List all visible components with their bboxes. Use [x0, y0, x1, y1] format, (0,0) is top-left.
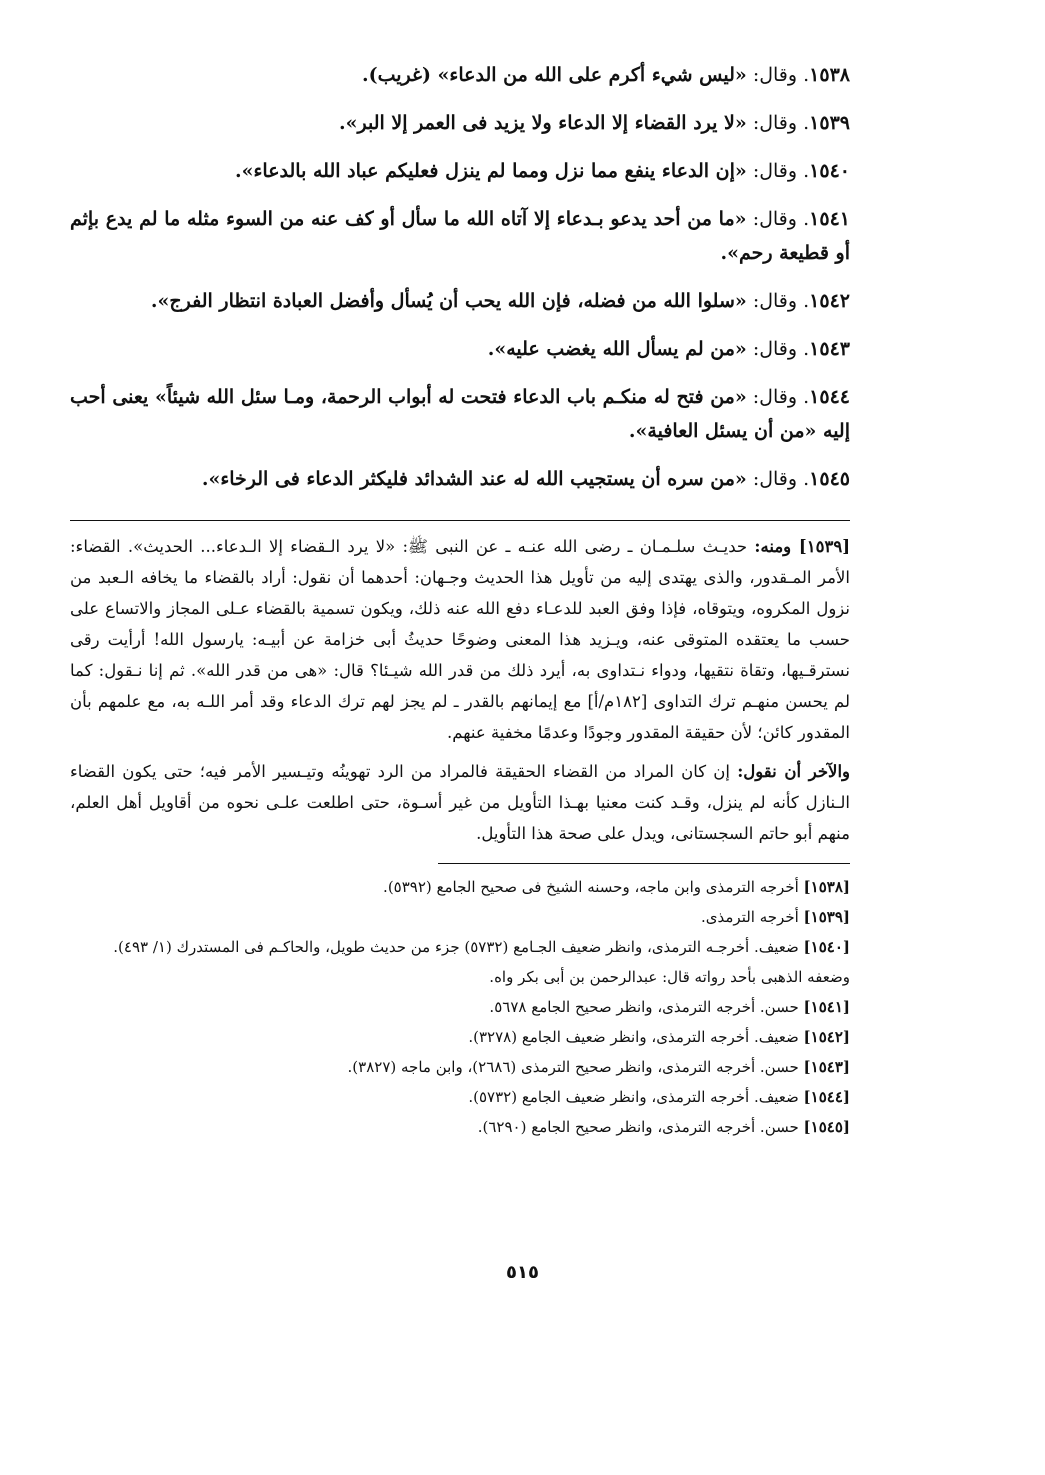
footnote-number: [١٥٣٨]	[803, 878, 850, 896]
footnote-1541	[70, 992, 850, 1022]
commentary-paragraph-2	[70, 756, 850, 849]
page-body	[70, 58, 850, 1142]
commentary-lead: والآخر أن نقول:	[737, 762, 851, 781]
hadith-number: ١٥٤٢	[809, 290, 850, 312]
footnote-number: [١٥٤١]	[803, 998, 850, 1016]
hadith-number: ١٥٣٩	[809, 112, 850, 134]
hadith-label: وقال:	[752, 112, 798, 134]
hadith-label: وقال:	[752, 386, 798, 408]
hadith-label: وقال:	[752, 64, 798, 86]
footnote-text: ضعيف. أخرجـه الترمذى، وانظر ضعيف الجـامع (٥٧٣٢) جزء من حديث طويل، والحاكـم فى المستدرك (١/ ٤٩٣). وضعفه الذهبى بأحد رواته قال: عبدالرحمن بن أبى بكر واه.	[113, 938, 850, 986]
hadith-number: ١٥٤٣	[809, 338, 850, 360]
footnote-number: [١٥٤٤]	[803, 1088, 850, 1106]
hadith-text: «لا يرد القضاء إلا الدعاء ولا يزيد فى العمر إلا البر».	[339, 112, 747, 134]
hadith-1540: ١٥٤٠. وقال: «إن الدعاء ينفع مما نزل ومما لم ينزل فعليكم عباد الله بالدعاء».	[234, 160, 850, 182]
hadith-1542: ١٥٤٢. وقال: «سلوا الله من فضله، فإن الله يحب أن يُسأل وأفضل العبادة انتظار الفرج».	[150, 290, 850, 312]
hadith-text: «سلوا الله من فضله، فإن الله يحب أن يُسأل وأفضل العبادة انتظار الفرج».	[150, 290, 747, 312]
commentary-text-1: حديـث سلـمـان ـ رضى الله عنـه ـ عن النبى ﷺ: «لا يرد الـقضاء إلا الـدعاء... الحديث». القضاء: الأمر المـقدور، والذى يهتدى إليه من تأويل هذا الحديث وجـهان: أحدهما أن نقول: أراد بالقضاء ما يخافه الـعبد من نزول المكروه، ويتوقاه، فإذا وفق العبد للدعـاء دفع الله عنه ذلك، ويكون تسمية بالقضاء عـلى المجاز والاتساع على حسب ما يعتقده المتوقى عنه، ويـزيد هذا المعنى وضوحًا حديثُ أبى خزامة عن أبيـه: يارسول الله! أرأيت رقى نسترقـيها، وتقاة نتقيها، ودواء نـتداوى به، أيرد ذلك من قدر الله شيـئا؟ قال: «هى من قدر الله». ثم إنا نـقول: كما لم يحسن منهـم ترك التداوى [١٨٢م/أ] مع إيمانهم بالقدر ـ لم يجز لهم ترك الدعاء وقد أمر اللـه به، مع علمهم بأن المقدور كائن؛ لأن حقيقة المقدور وجودًا وعدمًا مخفية عنهم.	[70, 537, 850, 742]
hadith-text: «إن الدعاء ينفع مما نزل ومما لم ينزل فعليكم عباد الله بالدعاء».	[234, 160, 747, 182]
footnote-1544	[70, 1082, 850, 1112]
footnote-1539	[70, 902, 850, 932]
footnote-text: أخرجه الترمذى.	[701, 908, 799, 926]
hadith-label: وقال:	[752, 208, 797, 230]
footnote-1543	[70, 1052, 850, 1082]
hadith-label: وقال:	[752, 468, 798, 490]
hadith-number: ١٥٤٥	[809, 468, 850, 490]
hadith-text: «ليس شيء أكرم على الله من الدعاء» (غريب).	[361, 64, 747, 86]
footnote-text: ضعيف. أخرجه الترمذى، وانظر ضعيف الجامع (٥٧٣٢).	[468, 1088, 799, 1106]
footnote-text: حسن. أخرجه الترمذى، وانظر صحيح الترمذى (٢٦٨٦)، وابن ماجه (٣٨٢٧).	[347, 1058, 799, 1076]
footnote-text: حسن. أخرجه الترمذى، وانظر صحيح الجامع ٥٦٧٨.	[489, 998, 799, 1016]
hadith-1544: ١٥٤٤. وقال: «من فتح له منكـم باب الدعاء فتحت له أبواب الرحمة، ومـا سئل الله شيئاً» يعنى أحب إليه «من أن يسئل العافية».	[70, 386, 850, 442]
footnote-number: [١٥٣٩]	[803, 908, 850, 926]
footnote-text: حسن. أخرجه الترمذى، وانظر صحيح الجامع (٦٢٩٠).	[477, 1118, 799, 1136]
hadith-number: ١٥٤١	[809, 208, 850, 230]
footnotes	[70, 872, 850, 1142]
footnote-number: [١٥٤٠]	[803, 938, 850, 956]
hadith-1539: ١٥٣٩. وقال: «لا يرد القضاء إلا الدعاء ولا يزيد فى العمر إلا البر».	[339, 112, 850, 134]
footnote-number: [١٥٤٣]	[803, 1058, 850, 1076]
footnote-text: أخرجه الترمذى وابن ماجه، وحسنه الشيخ فى صحيح الجامع (٥٣٩٢).	[383, 878, 799, 896]
hadith-text: «من لم يسأل الله يغضب عليه».	[487, 338, 747, 360]
commentary-paragraph-1	[70, 531, 850, 748]
hadith-label: وقال:	[752, 160, 798, 182]
footnote-1538	[70, 872, 850, 902]
hadith-label: وقال:	[752, 338, 798, 360]
commentary-ref: [١٥٣٩] ومنه:	[754, 537, 850, 556]
hadith-label: وقال:	[752, 290, 798, 312]
hadith-number: ١٥٤٤	[809, 386, 850, 408]
hadith-number: ١٥٤٠	[809, 160, 850, 182]
commentary	[70, 531, 850, 849]
hadith-1543: ١٥٤٣. وقال: «من لم يسأل الله يغضب عليه».	[487, 338, 850, 360]
footnote-divider	[438, 863, 850, 864]
page-number: ٥١٥	[506, 1262, 539, 1283]
hadith-text: «من سره أن يستجيب الله له عند الشدائد فليكثر الدعاء فى الرخاء».	[201, 468, 747, 490]
footnote-number: [١٥٤٢]	[803, 1028, 850, 1046]
hadith-1541: ١٥٤١. وقال: «ما من أحد يدعو بـدعاء إلا آتاه الله ما سأل أو كف عنه من السوء مثله ما لم يدع بإثم أو قطيعة رحم».	[70, 208, 850, 264]
hadith-1545: ١٥٤٥. وقال: «من سره أن يستجيب الله له عند الشدائد فليكثر الدعاء فى الرخاء».	[201, 468, 850, 490]
footnote-1545	[70, 1112, 850, 1142]
footnote-text: ضعيف. أخرجه الترمذى، وانظر ضعيف الجامع (٣٢٧٨).	[468, 1028, 799, 1046]
hadith-1538: ١٥٣٨. وقال: «ليس شيء أكرم على الله من الدعاء» (غريب).	[361, 64, 850, 86]
hadith-number: ١٥٣٨	[809, 64, 850, 86]
hadith-text: «ما من أحد يدعو بـدعاء إلا آتاه الله ما سأل أو كف عنه من السوء مثله ما لم يدع بإثم أو قطيعة رحم».	[70, 208, 850, 264]
section-divider	[70, 520, 850, 521]
footnote-1542	[70, 1022, 850, 1052]
footnote-number: [١٥٤٥]	[803, 1118, 850, 1136]
hadith-text: «من فتح له منكـم باب الدعاء فتحت له أبواب الرحمة، ومـا سئل الله شيئاً» يعنى أحب إليه «من أن يسئل العافية».	[70, 386, 850, 442]
footnote-1540	[70, 932, 850, 992]
hadith-list	[70, 58, 850, 496]
commentary-text-2: إن كان المراد من القضاء الحقيقة فالمراد من الرد تهوينُه وتيـسير الأمر فيه؛ حتى يكون القضاء الـنازل كأنه لم ينزل، وقـد كنت معنيا بهـذا التأويل من غير أسـوة، حتى اطلعت علـى نحوه من أقاويل أهل العلم، منهم أبو حاتم السجستانى، ويدل على صحة هذا التأويل.	[70, 762, 850, 843]
